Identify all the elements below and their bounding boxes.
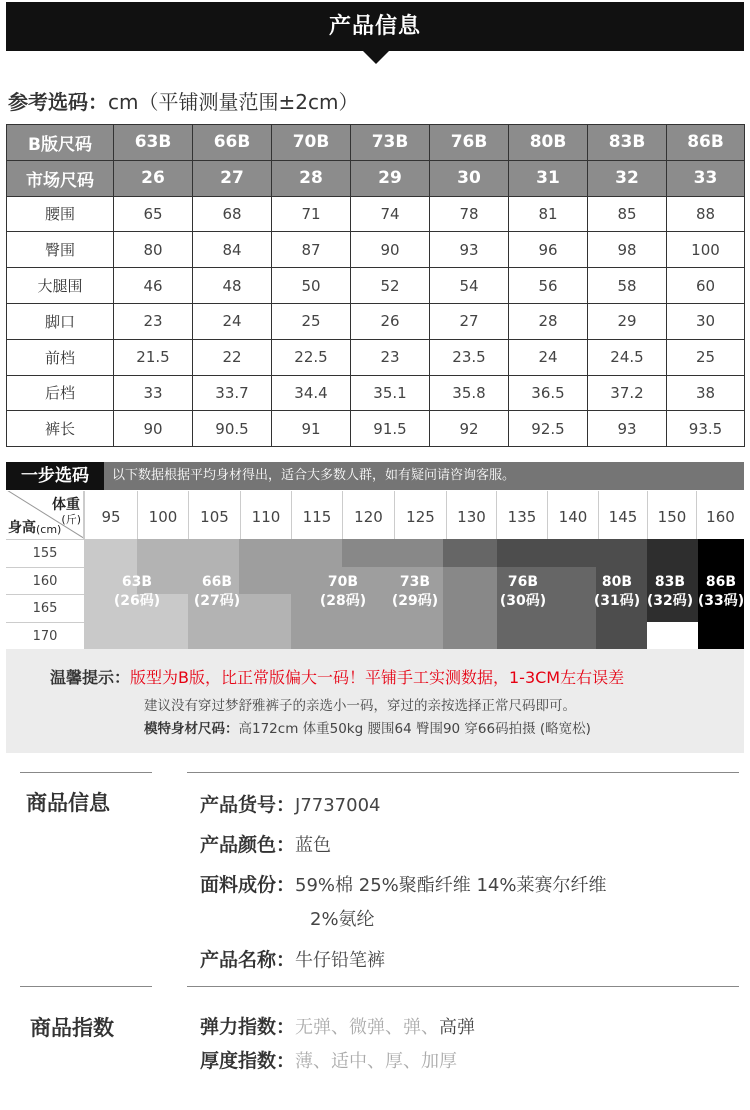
table-cell: 35.1 (351, 375, 430, 411)
size-block-label (303, 573, 383, 611)
block-size-b: 70B (327, 574, 359, 590)
fabric-label: 面料成份： (200, 874, 296, 896)
index-option: 微弹 (349, 1017, 386, 1038)
corner-height: 身高 (8, 520, 36, 536)
weight-header: 95 (84, 491, 137, 539)
block-size-b: 86B (705, 574, 737, 590)
step-bar (6, 462, 744, 490)
table-cell: 52 (351, 268, 430, 304)
reference-label: 参考选码： (8, 90, 108, 114)
product-name-row (200, 945, 385, 972)
weight-header: 110 (240, 491, 291, 539)
corner-weight: 体重 (52, 497, 80, 513)
table-cell: 46 (114, 268, 193, 304)
code-value: J7737004 (295, 795, 381, 816)
row-label: 臀围 (7, 232, 114, 268)
index-option: 厚 (385, 1051, 404, 1072)
row-label: 裤长 (7, 411, 114, 447)
table-cell: 27 (193, 160, 272, 196)
tip-model-line (144, 717, 591, 737)
rows-row (7, 375, 745, 411)
weight-header: 130 (446, 491, 496, 539)
option-separator: 、 (421, 1017, 440, 1038)
divider-left-2 (20, 986, 152, 987)
table-cell: 92.5 (509, 411, 588, 447)
thickness-options (295, 1051, 457, 1072)
option-separator: 、 (403, 1051, 422, 1072)
table-cell: 30 (430, 160, 509, 196)
block-size-b: 80B (601, 574, 633, 590)
table-cell: 92 (430, 411, 509, 447)
table-cell: 24 (193, 303, 272, 339)
header-title: 产品信息 (328, 14, 421, 39)
table-cell: 88 (667, 196, 745, 232)
weight-header: 120 (342, 491, 394, 539)
table-cell: 22.5 (272, 339, 351, 375)
block-size-market: (28码) (319, 593, 367, 609)
reference-line (8, 86, 358, 115)
table-cell: 26 (114, 160, 193, 196)
table-cell: 90.5 (193, 411, 272, 447)
table-cell: 25 (272, 303, 351, 339)
block-size-b: 76B (507, 574, 539, 590)
color-value: 蓝色 (295, 835, 332, 856)
reference-text: cm（平铺测量范围±2cm） (108, 90, 359, 114)
option-separator: 、 (385, 1017, 404, 1038)
table-cell: 76B (430, 125, 509, 161)
grid-step-7 (497, 539, 596, 567)
table-cell: 65 (114, 196, 193, 232)
table-cell: 50 (272, 268, 351, 304)
table-cell: 96 (509, 232, 588, 268)
step-tag: 一步选码 (6, 462, 104, 490)
table-cell: 91 (272, 411, 351, 447)
index-option: 加厚 (421, 1051, 458, 1072)
table-cell: 34.4 (272, 375, 351, 411)
table-cell: 54 (430, 268, 509, 304)
tip-warning-line (50, 665, 624, 688)
table-cell: 28 (272, 160, 351, 196)
option-separator: 、 (331, 1017, 350, 1038)
block-size-b: 73B (399, 574, 431, 590)
row-label: 后档 (7, 375, 114, 411)
table-cell: 29 (351, 160, 430, 196)
corner-weight-unit: (斤) (61, 513, 81, 526)
table-cell: 90 (351, 232, 430, 268)
fabric-line2: 2%氨纶 (310, 909, 375, 930)
table-cell: 91.5 (351, 411, 430, 447)
row-label: 大腿围 (7, 268, 114, 304)
table-cell: 23.5 (430, 339, 509, 375)
product-code-row (200, 790, 381, 817)
table-cell: 33.7 (193, 375, 272, 411)
product-index-heading: 商品指数 (30, 1016, 114, 1040)
table-cell: 32 (588, 160, 667, 196)
size-block-label (375, 573, 455, 611)
table-cell: 56 (509, 268, 588, 304)
tip-label: 温馨提示： (50, 668, 131, 687)
table-cell: 21.5 (114, 339, 193, 375)
index-option: 弹 (403, 1017, 422, 1038)
index-option: 适中 (331, 1051, 368, 1072)
product-color-row (200, 830, 331, 857)
height-label: 170 (6, 622, 84, 650)
table-cell: 30 (667, 303, 745, 339)
weight-header: 145 (598, 491, 647, 539)
table-cell: 60 (667, 268, 745, 304)
weight-header: 160 (696, 491, 744, 539)
table-cell: 83B (588, 125, 667, 161)
table-cell: 38 (667, 375, 745, 411)
height-label: 160 (6, 567, 84, 595)
divider-right-2 (187, 986, 739, 987)
table-cell: 22 (193, 339, 272, 375)
table-cell: 74 (351, 196, 430, 232)
thickness-label: 厚度指数： (200, 1050, 296, 1072)
table-cell: 36.5 (509, 375, 588, 411)
table-cell: 24 (509, 339, 588, 375)
block-size-b: 66B (201, 574, 233, 590)
rows-row (7, 268, 745, 304)
table-cell: 26 (351, 303, 430, 339)
thickness-row (200, 1046, 457, 1073)
rows-row (7, 232, 745, 268)
index-option: 无弹 (295, 1017, 332, 1038)
table-cell: 27 (430, 303, 509, 339)
size-grid (6, 491, 744, 649)
header-bar (6, 2, 744, 51)
table-cell: 29 (588, 303, 667, 339)
rows-row (7, 196, 745, 232)
size-block-label (483, 573, 563, 611)
grid-corner (6, 491, 84, 539)
table-cell: 71 (272, 196, 351, 232)
table-cell: 81 (509, 196, 588, 232)
divider-right-1 (187, 772, 739, 773)
table-cell: 24.5 (588, 339, 667, 375)
table-cell: 93.5 (667, 411, 745, 447)
table-cell: 90 (114, 411, 193, 447)
block-size-b: 63B (121, 574, 153, 590)
table-cell: 78 (430, 196, 509, 232)
weight-header: 140 (547, 491, 598, 539)
head_rows-row (7, 160, 745, 196)
step-note: 以下数据根据平均身材得出，适合大多数人群，如有疑问请咨询客服。 (112, 468, 516, 483)
divider-left-1 (20, 772, 152, 773)
weight-header: 105 (188, 491, 240, 539)
table-cell: 33 (114, 375, 193, 411)
block-size-market: (33码) (697, 593, 745, 609)
rows-row (7, 411, 745, 447)
index-option: 高弹 (439, 1017, 476, 1038)
table-cell: 33 (667, 160, 745, 196)
block-size-market: (29码) (391, 593, 439, 609)
block-size-market: (27码) (193, 593, 241, 609)
height-label: 165 (6, 594, 84, 622)
header-arrow (363, 51, 389, 64)
product-fabric-row (200, 870, 606, 897)
table-cell: 23 (351, 339, 430, 375)
block-size-market: (26码) (113, 593, 161, 609)
table-cell: 80B (509, 125, 588, 161)
tip-advice: 建议没有穿过梦舒雅裤子的亲选小一码，穿过的亲按选择正常尺码即可。 (144, 698, 576, 714)
weight-header: 125 (394, 491, 446, 539)
table-cell: 70B (272, 125, 351, 161)
color-label: 产品颜色： (200, 834, 296, 856)
grid-step-10 (647, 539, 698, 567)
size-block-label (97, 573, 177, 611)
weight-header: 100 (137, 491, 188, 539)
table-cell: 98 (588, 232, 667, 268)
tip-model-label: 模特身材尺码： (144, 721, 239, 737)
table-cell: 100 (667, 232, 745, 268)
table-cell: 48 (193, 268, 272, 304)
height-label: 155 (6, 539, 84, 567)
table-cell: 93 (588, 411, 667, 447)
table-cell: 87 (272, 232, 351, 268)
head_rows-row (7, 125, 745, 161)
table-cell: 37.2 (588, 375, 667, 411)
code-label: 产品货号： (200, 794, 296, 816)
product-info-heading: 商品信息 (26, 791, 110, 815)
table-cell: 73B (351, 125, 430, 161)
rows-row (7, 303, 745, 339)
table-cell: 31 (509, 160, 588, 196)
table-cell: 23 (114, 303, 193, 339)
table-cell: 84 (193, 232, 272, 268)
name-label: 产品名称： (200, 949, 296, 971)
row-label: 脚口 (7, 303, 114, 339)
grid-step-4 (342, 539, 443, 567)
elastic-row (200, 1012, 475, 1039)
grid-step-5 (443, 539, 497, 567)
weight-header: 150 (647, 491, 696, 539)
elastic-options (295, 1017, 475, 1038)
row-label: 前档 (7, 339, 114, 375)
corner-height-unit: (cm) (36, 523, 62, 536)
index-option: 薄 (295, 1051, 314, 1072)
weight-header: 135 (496, 491, 547, 539)
size-table (6, 124, 745, 447)
weight-header: 115 (291, 491, 342, 539)
row-label: 腰围 (7, 196, 114, 232)
name-value: 牛仔铅笔裤 (295, 950, 386, 971)
table-cell: 68 (193, 196, 272, 232)
block-size-market: (31码) (593, 593, 641, 609)
table-cell: 25 (667, 339, 745, 375)
elastic-label: 弹力指数： (200, 1016, 296, 1038)
table-cell: 63B (114, 125, 193, 161)
size-block-label (177, 573, 257, 611)
fabric-line1: 59%棉 25%聚酯纤维 14%莱赛尔纤维 (295, 875, 607, 896)
row-label: B版尺码 (7, 125, 114, 161)
table-cell: 66B (193, 125, 272, 161)
grid-step-9 (596, 622, 647, 649)
row-label: 市场尺码 (7, 160, 114, 196)
tip-warning: 版型为B版，比正常版偏大一码！平铺手工实测数据，1-3CM左右误差 (130, 668, 625, 687)
table-cell: 93 (430, 232, 509, 268)
table-cell: 80 (114, 232, 193, 268)
tip-model-text: 高172cm 体重50kg 腰围64 臀围90 穿66码拍摄 (略宽松) (238, 721, 591, 737)
block-size-market: (32码) (646, 593, 694, 609)
option-separator: 、 (313, 1051, 332, 1072)
size-block-label (681, 573, 750, 611)
table-cell: 86B (667, 125, 745, 161)
table-cell: 28 (509, 303, 588, 339)
tips-box (6, 649, 744, 753)
rows-row (7, 339, 745, 375)
block-size-market: (30码) (499, 593, 547, 609)
table-cell: 35.8 (430, 375, 509, 411)
table-cell: 85 (588, 196, 667, 232)
table-cell: 58 (588, 268, 667, 304)
grid-step-11 (647, 622, 698, 649)
block-size-b: 83B (654, 574, 686, 590)
option-separator: 、 (367, 1051, 386, 1072)
